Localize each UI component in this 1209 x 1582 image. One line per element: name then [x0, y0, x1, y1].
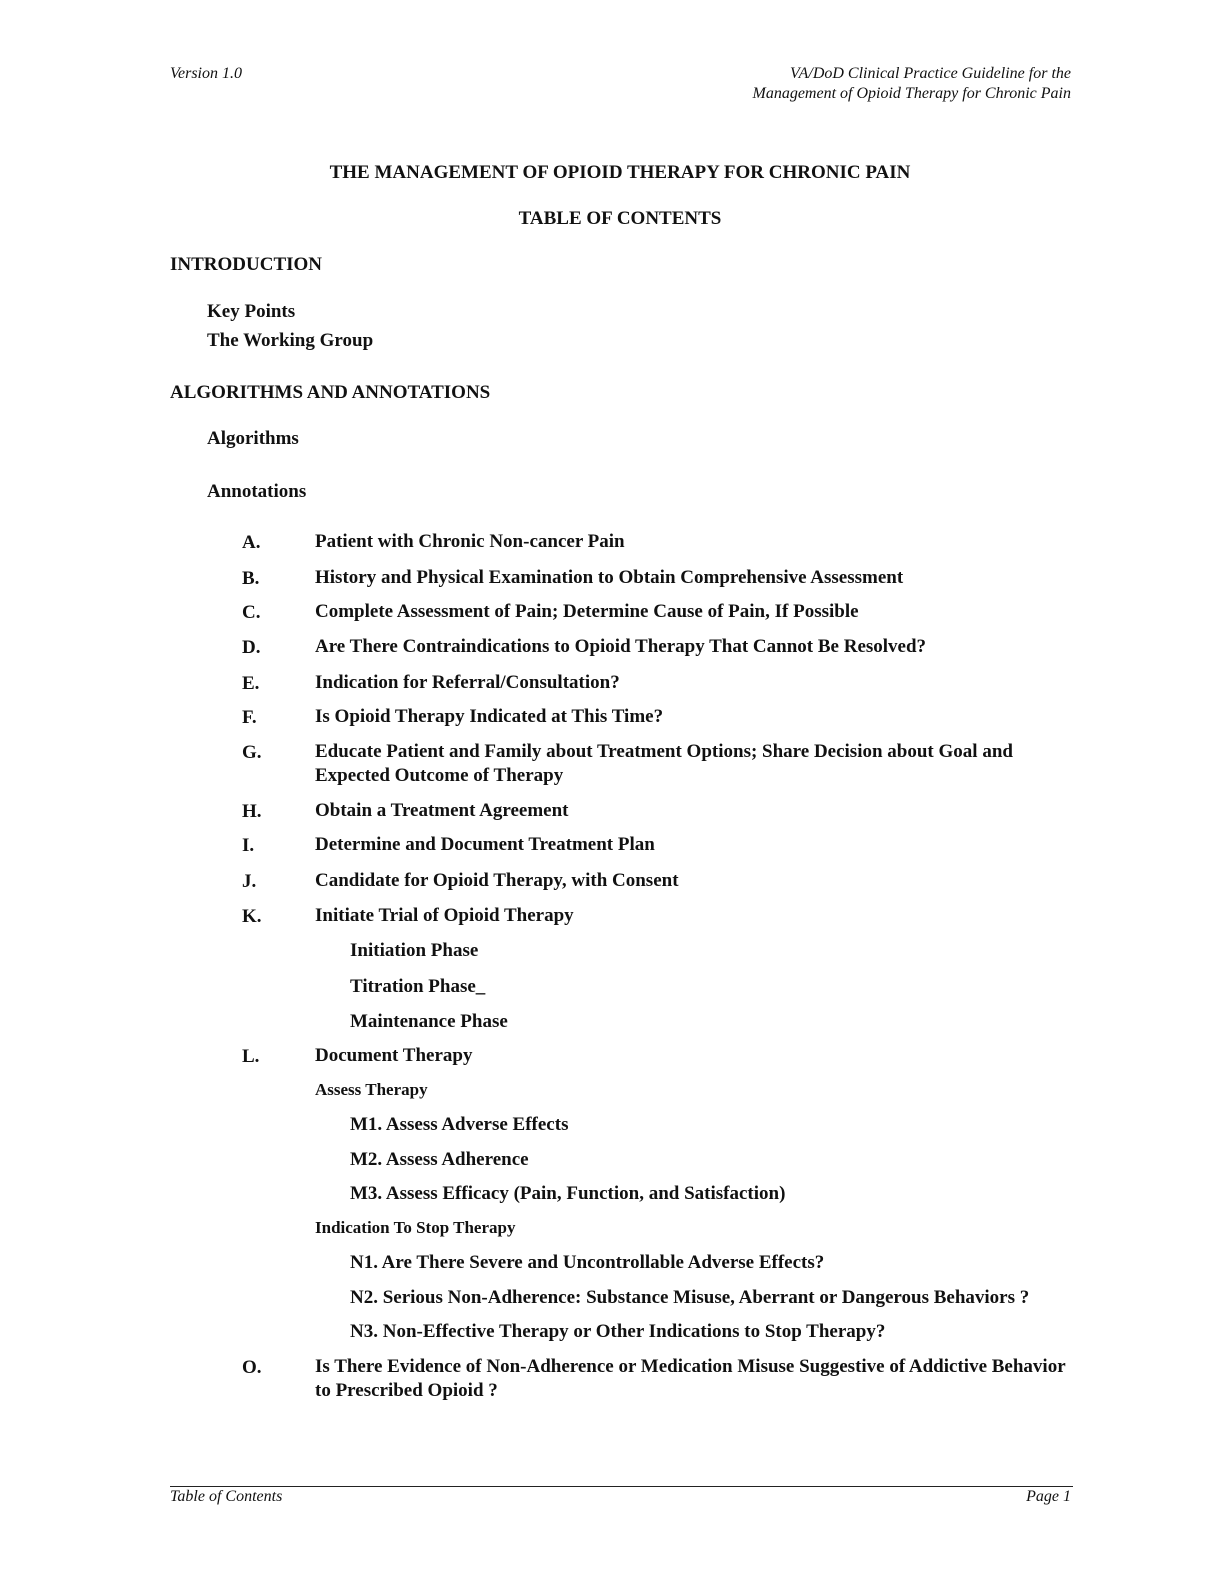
toc-annotation-item[interactable]: Obtain a Treatment Agreement — [315, 800, 569, 821]
toc-annotation-item[interactable]: History and Physical Examination to Obtain Comprehensive Assessment — [315, 567, 904, 588]
toc-letter: I. — [242, 835, 255, 856]
toc-algorithms[interactable]: Algorithms — [207, 428, 299, 449]
toc-annotation-item[interactable]: Is There Evidence of Non-Adherence or Medication Misuse Suggestive of Addictive Behavior to Prescribed Opioid ? — [315, 1356, 1066, 1401]
toc-letter: L. — [242, 1046, 260, 1067]
header-guideline-line1: VA/DoD Clinical Practice Guideline for the — [790, 65, 1071, 82]
footer-page-number: Page 1 — [1026, 1488, 1071, 1505]
toc-introduction-heading[interactable]: INTRODUCTION — [170, 254, 323, 275]
toc-phase-item[interactable]: Titration Phase_ — [350, 976, 486, 997]
toc-stop-heading[interactable]: Indication To Stop Therapy — [315, 1218, 516, 1237]
toc-letter: J. — [242, 871, 257, 892]
toc-assess-item[interactable]: M2. Assess Adherence — [350, 1149, 529, 1170]
toc-phase-item[interactable]: Maintenance Phase — [350, 1011, 508, 1032]
header-guideline — [753, 64, 1072, 104]
header-version: Version 1.0 — [170, 65, 242, 82]
toc-stop-item[interactable]: N2. Serious Non-Adherence: Substance Misuse, Aberrant or Dangerous Behaviors ? — [350, 1287, 1030, 1308]
toc-phase-item[interactable]: Initiation Phase — [350, 940, 479, 961]
toc-title: TABLE OF CONTENTS — [518, 208, 722, 229]
toc-annotation-item[interactable]: Is Opioid Therapy Indicated at This Time? — [315, 706, 664, 727]
toc-annotation-item[interactable]: Are There Contraindications to Opioid Therapy That Cannot Be Resolved? — [315, 636, 927, 657]
toc-annotation-item[interactable]: Indication for Referral/Consultation? — [315, 672, 620, 693]
toc-letter: F. — [242, 707, 257, 728]
toc-assess-heading[interactable]: Assess Therapy — [315, 1080, 428, 1099]
toc-annotation-item[interactable]: Patient with Chronic Non-cancer Pain — [315, 531, 625, 552]
toc-working-group[interactable]: The Working Group — [207, 330, 374, 351]
footer-divider — [170, 1486, 1073, 1487]
toc-letter: E. — [242, 673, 260, 694]
toc-letter: K. — [242, 906, 262, 927]
toc-letter: H. — [242, 801, 262, 822]
toc-assess-item[interactable]: M3. Assess Efficacy (Pain, Function, and Satisfaction) — [350, 1183, 786, 1204]
toc-key-points[interactable]: Key Points — [207, 301, 296, 322]
toc-letter: A. — [242, 532, 261, 553]
toc-annotation-item[interactable]: Candidate for Opioid Therapy, with Consent — [315, 870, 679, 891]
toc-annotation-item[interactable]: Determine and Document Treatment Plan — [315, 834, 655, 855]
footer-section: Table of Contents — [170, 1488, 283, 1505]
toc-annotation-item[interactable]: Educate Patient and Family about Treatment Options; Share Decision about Goal and Expected Outcome of Therapy — [315, 741, 1013, 786]
toc-annotation-item[interactable]: Complete Assessment of Pain; Determine Cause of Pain, If Possible — [315, 601, 859, 622]
toc-stop-item[interactable]: N3. Non-Effective Therapy or Other Indications to Stop Therapy? — [350, 1321, 886, 1342]
header-guideline-line2: Management of Opioid Therapy for Chronic Pain — [752, 85, 1071, 102]
toc-letter: O. — [242, 1357, 262, 1378]
document-title: THE MANAGEMENT OF OPIOID THERAPY FOR CHRONIC PAIN — [329, 162, 911, 183]
toc-annotation-item[interactable]: Document Therapy — [315, 1045, 473, 1066]
toc-algorithms-annotations-heading[interactable]: ALGORITHMS AND ANNOTATIONS — [170, 382, 491, 403]
toc-annotation-item[interactable]: Initiate Trial of Opioid Therapy — [315, 905, 574, 926]
toc-letter: C. — [242, 602, 261, 623]
toc-letter: D. — [242, 637, 261, 658]
toc-letter: B. — [242, 568, 260, 589]
toc-assess-item[interactable]: M1. Assess Adverse Effects — [350, 1114, 569, 1135]
toc-letter: G. — [242, 742, 262, 763]
toc-annotations[interactable]: Annotations — [207, 481, 307, 502]
toc-stop-item[interactable]: N1. Are There Severe and Uncontrollable Adverse Effects? — [350, 1252, 825, 1273]
